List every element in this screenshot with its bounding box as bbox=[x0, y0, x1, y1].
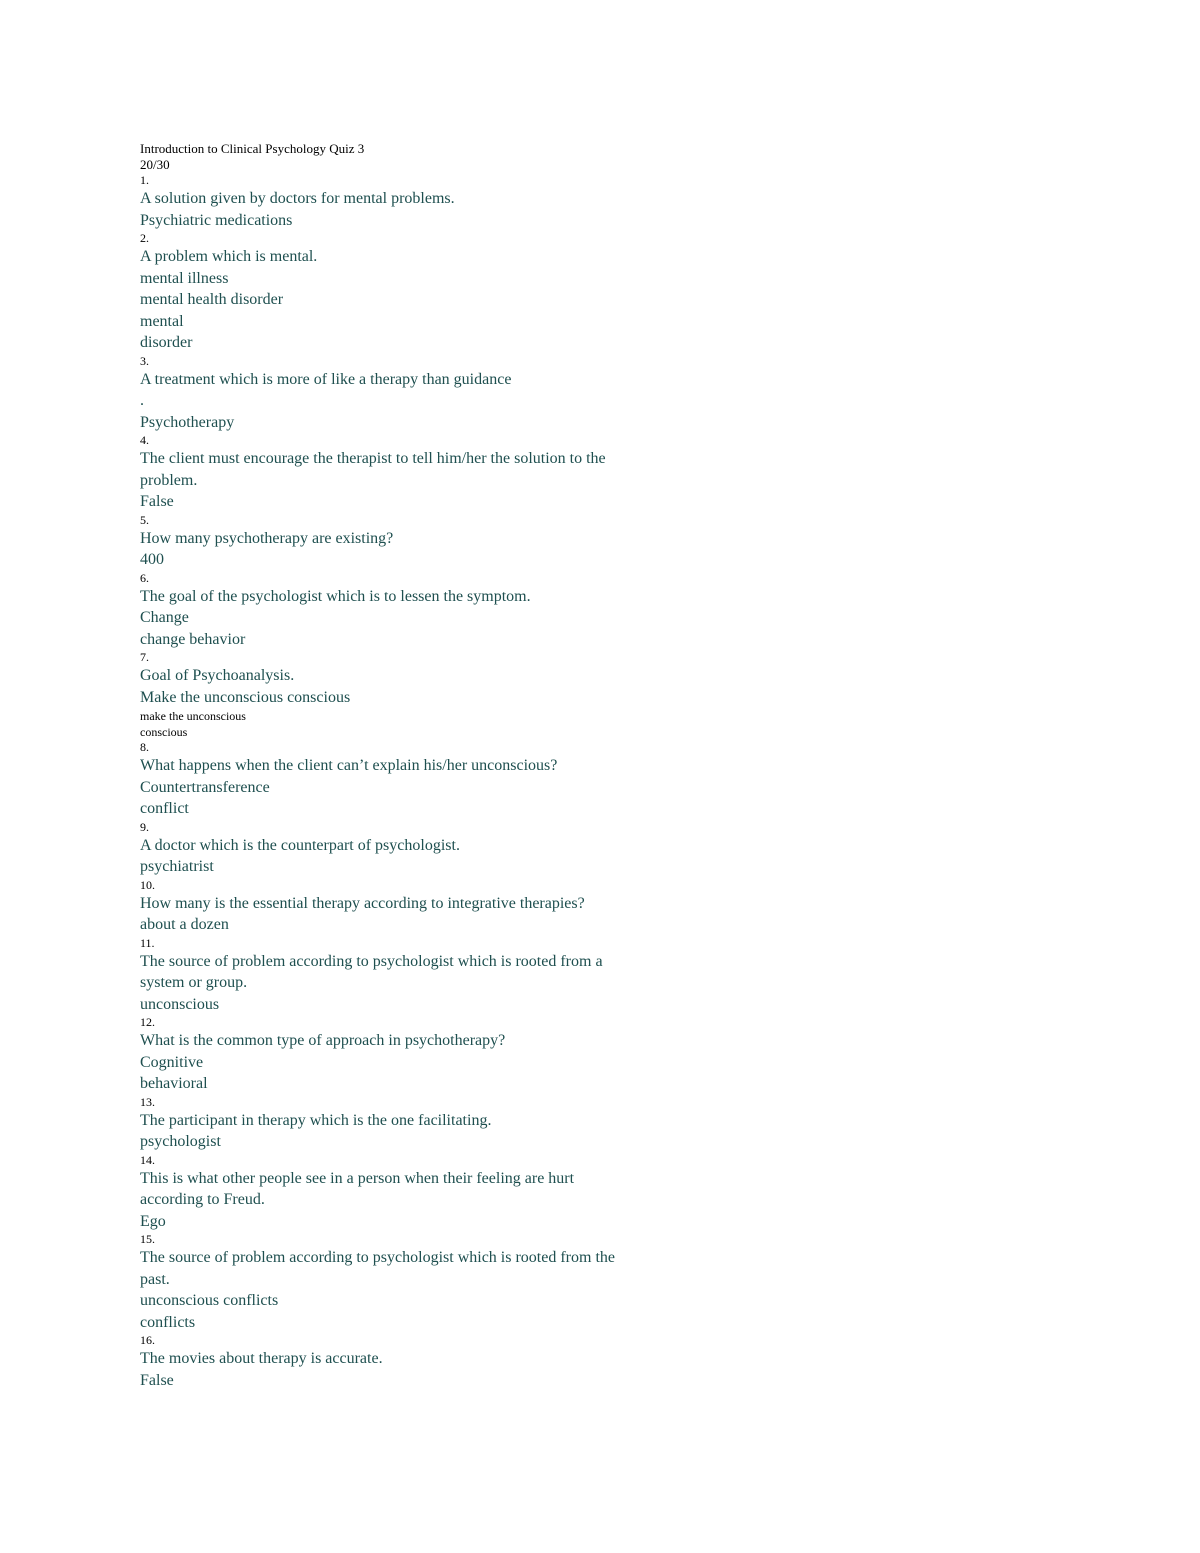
question-number: 2. bbox=[140, 231, 149, 245]
question-number: 10. bbox=[140, 877, 155, 892]
answer-text: 400 bbox=[140, 551, 164, 568]
question-text: This is what other people see in a person when their feeling are hurt bbox=[140, 1169, 575, 1187]
quiz-score: 20/30 bbox=[140, 157, 170, 172]
question-number: 3. bbox=[140, 353, 149, 368]
question-number: 4. bbox=[140, 433, 149, 447]
question-item bbox=[140, 354, 700, 434]
question-number: 5. bbox=[140, 512, 149, 527]
question-item bbox=[140, 433, 700, 513]
answer-text: about a dozen bbox=[140, 916, 229, 933]
question-text: The client must encourage the therapist to tell him/her the solution to the bbox=[140, 450, 606, 467]
question-item bbox=[140, 650, 700, 740]
answer-text: mental illness bbox=[140, 269, 229, 287]
document-title: Introduction to Clinical Psychology Quiz 3 bbox=[140, 141, 365, 156]
question-text: A treatment which is more of like a therapy than guidance bbox=[140, 370, 512, 388]
question-item bbox=[140, 1095, 700, 1153]
answer-text-small: conscious bbox=[140, 725, 188, 739]
quiz-document bbox=[140, 141, 700, 1391]
answer-text: Make the unconscious conscious bbox=[140, 688, 351, 706]
question-item bbox=[140, 173, 700, 231]
answer-text: False bbox=[140, 1371, 174, 1389]
question-text: Goal of Psychoanalysis. bbox=[140, 667, 295, 684]
answer-text: behavioral bbox=[140, 1075, 208, 1092]
answer-text: change behavior bbox=[140, 630, 246, 648]
answer-text: psychiatrist bbox=[140, 858, 214, 875]
question-text: The participant in therapy which is the one facilitating. bbox=[140, 1111, 492, 1129]
answer-text: conflicts bbox=[140, 1313, 196, 1331]
question-number: 1. bbox=[140, 173, 149, 187]
question-item bbox=[140, 1153, 700, 1233]
question-number: 15. bbox=[140, 1232, 155, 1246]
answer-text: disorder bbox=[140, 334, 193, 351]
question-text: A problem which is mental. bbox=[140, 248, 318, 265]
answer-text: Change bbox=[140, 609, 189, 626]
question-number: 6. bbox=[140, 570, 149, 585]
question-item bbox=[140, 1333, 700, 1391]
answer-text-small: make the unconscious bbox=[140, 709, 246, 723]
question-list bbox=[140, 173, 700, 1391]
question-text: The goal of the psychologist which is to lessen the symptom. bbox=[140, 587, 531, 605]
answer-text: Cognitive bbox=[140, 1053, 204, 1071]
answer-text: unconscious conflicts bbox=[140, 1292, 279, 1309]
question-number: 14. bbox=[140, 1152, 155, 1167]
question-item bbox=[140, 513, 700, 571]
answer-text: Psychiatric medications bbox=[140, 211, 293, 229]
question-text: according to Freud. bbox=[140, 1191, 265, 1208]
question-text: The source of problem according to psychologist which is rooted from the bbox=[140, 1249, 615, 1266]
question-text: problem. bbox=[140, 471, 198, 489]
answer-text: Ego bbox=[140, 1212, 166, 1230]
answer-text: conflict bbox=[140, 800, 189, 817]
question-number: 11. bbox=[140, 935, 155, 950]
question-number: 8. bbox=[140, 740, 149, 754]
question-item bbox=[140, 878, 700, 936]
answer-text: Psychotherapy bbox=[140, 413, 235, 431]
question-item bbox=[140, 1015, 700, 1095]
question-item bbox=[140, 231, 700, 354]
question-text: What happens when the client can’t explain his/her unconscious? bbox=[140, 757, 558, 774]
question-text: The source of problem according to psychologist which is rooted from a bbox=[140, 952, 603, 970]
question-item bbox=[140, 820, 700, 878]
question-text: past. bbox=[140, 1270, 170, 1288]
answer-text: psychologist bbox=[140, 1133, 221, 1150]
question-item bbox=[140, 936, 700, 1016]
answer-text: mental bbox=[140, 312, 184, 330]
question-text: . bbox=[140, 392, 144, 409]
question-number: 7. bbox=[140, 650, 149, 664]
question-text: A solution given by doctors for mental problems. bbox=[140, 190, 455, 207]
answer-text: mental health disorder bbox=[140, 291, 284, 308]
question-item bbox=[140, 740, 700, 820]
question-text: A doctor which is the counterpart of psychologist. bbox=[140, 836, 460, 854]
answer-text: False bbox=[140, 493, 174, 510]
question-number: 12. bbox=[140, 1015, 155, 1029]
question-item bbox=[140, 571, 700, 651]
question-text: What is the common type of approach in psychotherapy? bbox=[140, 1032, 506, 1049]
question-text: How many is the essential therapy according to integrative therapies? bbox=[140, 894, 585, 912]
question-text: How many psychotherapy are existing? bbox=[140, 529, 394, 547]
answer-text: Countertransference bbox=[140, 778, 270, 796]
question-text: system or group. bbox=[140, 974, 248, 991]
question-number: 9. bbox=[140, 819, 149, 834]
question-item bbox=[140, 1232, 700, 1333]
answer-text: unconscious bbox=[140, 995, 220, 1013]
question-number: 16. bbox=[140, 1333, 155, 1347]
question-number: 13. bbox=[140, 1094, 155, 1109]
question-text: The movies about therapy is accurate. bbox=[140, 1350, 383, 1367]
